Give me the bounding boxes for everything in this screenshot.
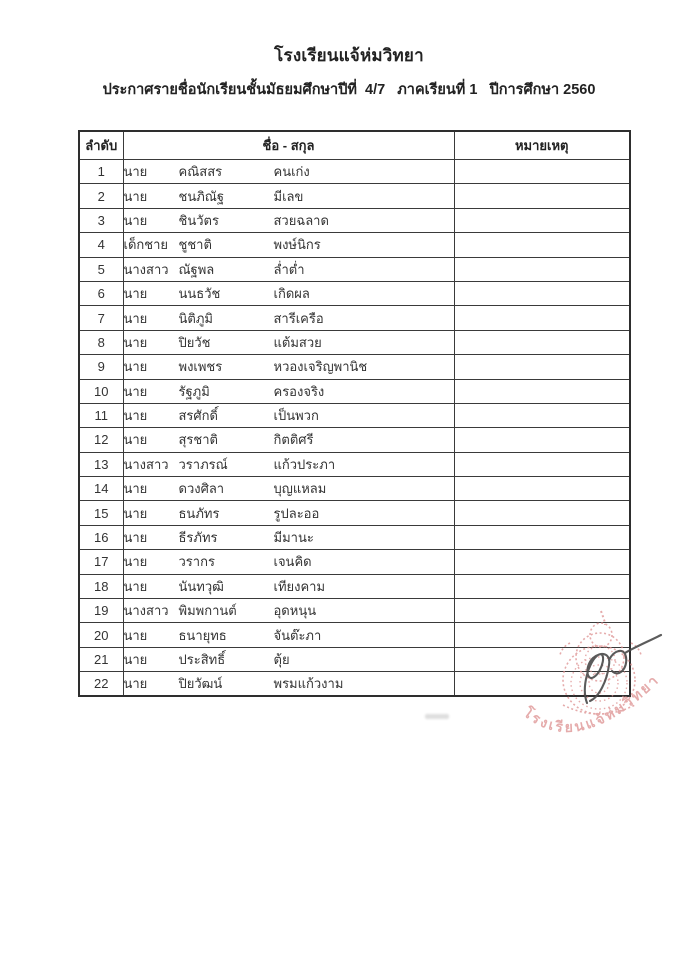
last-name: กิตติศรี xyxy=(273,432,314,448)
table-row xyxy=(79,281,630,305)
row-remark-cell xyxy=(454,574,630,598)
row-remark-cell xyxy=(454,525,630,549)
row-number-cell: 6 xyxy=(79,281,123,305)
name-title: นาย xyxy=(123,212,148,228)
row-name-cell xyxy=(123,525,454,549)
first-name: ประสิทธิ์ xyxy=(178,652,226,667)
last-name: ล่ำต่ำ xyxy=(273,261,305,277)
row-number-cell: 20 xyxy=(79,623,123,647)
table-row xyxy=(79,550,630,574)
header-name: ชื่อ - สกุล xyxy=(123,131,454,160)
first-name: ชินวัตร xyxy=(178,212,219,228)
row-number-cell: 11 xyxy=(79,403,123,427)
row-remark-cell xyxy=(454,233,630,257)
row-remark-cell xyxy=(454,160,630,184)
name-title: นาย xyxy=(123,286,148,302)
row-name-cell xyxy=(123,330,454,354)
name-title: นาย xyxy=(123,505,148,521)
name-title: นาย xyxy=(123,530,148,546)
row-number-cell: 10 xyxy=(79,379,123,403)
scan-smudge xyxy=(425,714,449,719)
first-name: พงเพชร xyxy=(178,359,223,375)
row-number-cell: 7 xyxy=(79,306,123,330)
table-row xyxy=(79,477,630,501)
row-name-cell xyxy=(123,233,454,257)
row-remark-cell xyxy=(454,403,630,427)
student-roster-table xyxy=(78,130,631,697)
name-title: นาย xyxy=(123,676,148,692)
name-title: นาย xyxy=(123,481,148,497)
last-name: เจนคิด xyxy=(273,554,312,570)
row-name-cell xyxy=(123,623,454,647)
name-title: นางสาว xyxy=(123,603,169,619)
first-name: ณัฐพล xyxy=(178,261,215,277)
table-row xyxy=(79,623,630,647)
name-title: นาย xyxy=(123,652,148,667)
last-name: พรมแก้วงาม xyxy=(273,676,344,692)
row-name-cell xyxy=(123,160,454,184)
row-remark-cell xyxy=(454,647,630,671)
first-name: นันทวุฒิ xyxy=(178,578,224,594)
last-name: แก้วประภา xyxy=(273,456,336,472)
first-name: ชนภิณัฐ xyxy=(178,188,225,204)
table-row xyxy=(79,428,630,452)
row-remark-cell xyxy=(454,379,630,403)
last-name: ตุ้ย xyxy=(273,652,290,667)
last-name: สวยฉลาด xyxy=(273,212,329,228)
row-remark-cell xyxy=(454,281,630,305)
name-title: นาย xyxy=(123,432,148,448)
row-remark-cell xyxy=(454,355,630,379)
row-name-cell xyxy=(123,355,454,379)
row-number-cell: 9 xyxy=(79,355,123,379)
table-row xyxy=(79,599,630,623)
row-name-cell xyxy=(123,452,454,476)
last-name: รูปละออ xyxy=(273,505,320,521)
row-remark-cell xyxy=(454,672,630,696)
row-name-cell xyxy=(123,599,454,623)
header-no: ลำดับ xyxy=(79,131,123,160)
last-name: คนเก่ง xyxy=(273,164,310,180)
first-name: สุรชาติ xyxy=(178,432,218,448)
name-title: นาย xyxy=(123,359,148,375)
first-name: รัฐภูมิ xyxy=(178,383,210,399)
name-title: นางสาว xyxy=(123,456,169,472)
name-title: นาย xyxy=(123,578,148,594)
row-name-cell xyxy=(123,379,454,403)
table-row xyxy=(79,160,630,184)
row-number-cell: 1 xyxy=(79,160,123,184)
row-name-cell xyxy=(123,281,454,305)
row-number-cell: 3 xyxy=(79,208,123,232)
last-name: มีเลข xyxy=(273,188,304,204)
table-row xyxy=(79,525,630,549)
row-name-cell xyxy=(123,647,454,671)
last-name: หวองเจริญพานิช xyxy=(273,359,368,375)
stamp-text: โรงเรียนแจ้ห่มวิทยา xyxy=(520,670,663,736)
name-title: นาย xyxy=(123,383,148,399)
last-name: ครองจริง xyxy=(273,383,325,399)
row-remark-cell xyxy=(454,306,630,330)
row-remark-cell xyxy=(454,428,630,452)
row-number-cell: 4 xyxy=(79,233,123,257)
row-remark-cell xyxy=(454,550,630,574)
name-title: นาย xyxy=(123,554,148,570)
last-name: อุดหนุน xyxy=(273,603,317,619)
row-name-cell xyxy=(123,257,454,281)
row-remark-cell xyxy=(454,208,630,232)
name-title: เด็กชาย xyxy=(123,237,168,253)
last-name: มีมานะ xyxy=(273,530,314,546)
row-number-cell: 13 xyxy=(79,452,123,476)
row-name-cell xyxy=(123,306,454,330)
row-number-cell: 16 xyxy=(79,525,123,549)
row-remark-cell xyxy=(454,599,630,623)
first-name: วรากร xyxy=(178,554,215,570)
table-row xyxy=(79,257,630,281)
last-name: จันต๊ะภา xyxy=(273,627,322,643)
row-name-cell xyxy=(123,574,454,598)
last-name: พงษ์นิกร xyxy=(273,237,321,253)
first-name: นิติภูมิ xyxy=(178,310,213,326)
row-remark-cell xyxy=(454,452,630,476)
row-remark-cell xyxy=(454,184,630,208)
table-row xyxy=(79,574,630,598)
table-row xyxy=(79,379,630,403)
row-name-cell xyxy=(123,550,454,574)
first-name: คณิสสร xyxy=(178,164,223,180)
row-number-cell: 22 xyxy=(79,672,123,696)
row-number-cell: 19 xyxy=(79,599,123,623)
table-row xyxy=(79,306,630,330)
row-name-cell xyxy=(123,477,454,501)
first-name: นนธวัช xyxy=(178,286,221,302)
name-title: นาย xyxy=(123,408,148,424)
page-title: โรงเรียนแจ้ห่มวิทยา xyxy=(274,46,424,65)
first-name: วราภรณ์ xyxy=(178,456,228,472)
first-name: ธนภัทร xyxy=(178,505,220,521)
row-number-cell: 8 xyxy=(79,330,123,354)
table-row xyxy=(79,330,630,354)
header-remark: หมายเหตุ xyxy=(454,131,630,160)
first-name: ดวงศิลา xyxy=(178,481,225,497)
last-name: บุญแหลม xyxy=(273,481,327,497)
row-number-cell: 2 xyxy=(79,184,123,208)
row-number-cell: 17 xyxy=(79,550,123,574)
row-remark-cell xyxy=(454,257,630,281)
row-remark-cell xyxy=(454,477,630,501)
first-name: ชูชาติ xyxy=(178,237,212,253)
row-number-cell: 18 xyxy=(79,574,123,598)
row-number-cell: 12 xyxy=(79,428,123,452)
row-number-cell: 5 xyxy=(79,257,123,281)
table-row xyxy=(79,208,630,232)
row-name-cell xyxy=(123,501,454,525)
name-title: นาย xyxy=(123,164,148,180)
table-row xyxy=(79,501,630,525)
row-remark-cell xyxy=(454,501,630,525)
table-row xyxy=(79,403,630,427)
name-title: นาย xyxy=(123,627,148,643)
last-name: แต้มสวย xyxy=(273,334,322,350)
first-name: สรศักดิ์ xyxy=(178,408,218,424)
table-row xyxy=(79,672,630,696)
first-name: ปิยวัฒน์ xyxy=(178,676,223,692)
row-name-cell xyxy=(123,672,454,696)
last-name: เกิดผล xyxy=(273,286,310,302)
row-remark-cell xyxy=(454,330,630,354)
last-name: เทียงคาม xyxy=(273,578,326,594)
name-title: นาย xyxy=(123,188,148,204)
row-number-cell: 14 xyxy=(79,477,123,501)
last-name: สารีเครือ xyxy=(273,310,324,326)
last-name: เป็นพวก xyxy=(273,408,319,424)
table-row xyxy=(79,355,630,379)
row-name-cell xyxy=(123,208,454,232)
row-name-cell xyxy=(123,184,454,208)
row-number-cell: 15 xyxy=(79,501,123,525)
name-title: นาย xyxy=(123,310,148,326)
row-number-cell: 21 xyxy=(79,647,123,671)
row-remark-cell xyxy=(454,623,630,647)
table-header-row xyxy=(79,131,630,160)
first-name: ธนายุทธ xyxy=(178,627,227,643)
row-name-cell xyxy=(123,428,454,452)
table-row xyxy=(79,452,630,476)
name-title: นางสาว xyxy=(123,261,169,277)
first-name: ธีรภัทร xyxy=(178,530,218,546)
row-name-cell xyxy=(123,403,454,427)
name-title: นาย xyxy=(123,334,148,350)
first-name: ปิยวัช xyxy=(178,334,211,350)
page-subtitle: ประกาศรายชื่อนักเรียนชั้นมัธยมศึกษาปีที่ 4/7 ภาคเรียนที่ 1 ปีการศึกษา 2560 xyxy=(102,82,596,98)
table-row xyxy=(79,233,630,257)
first-name: พิมพกานต์ xyxy=(178,603,237,619)
table-row xyxy=(79,647,630,671)
table-row xyxy=(79,184,630,208)
